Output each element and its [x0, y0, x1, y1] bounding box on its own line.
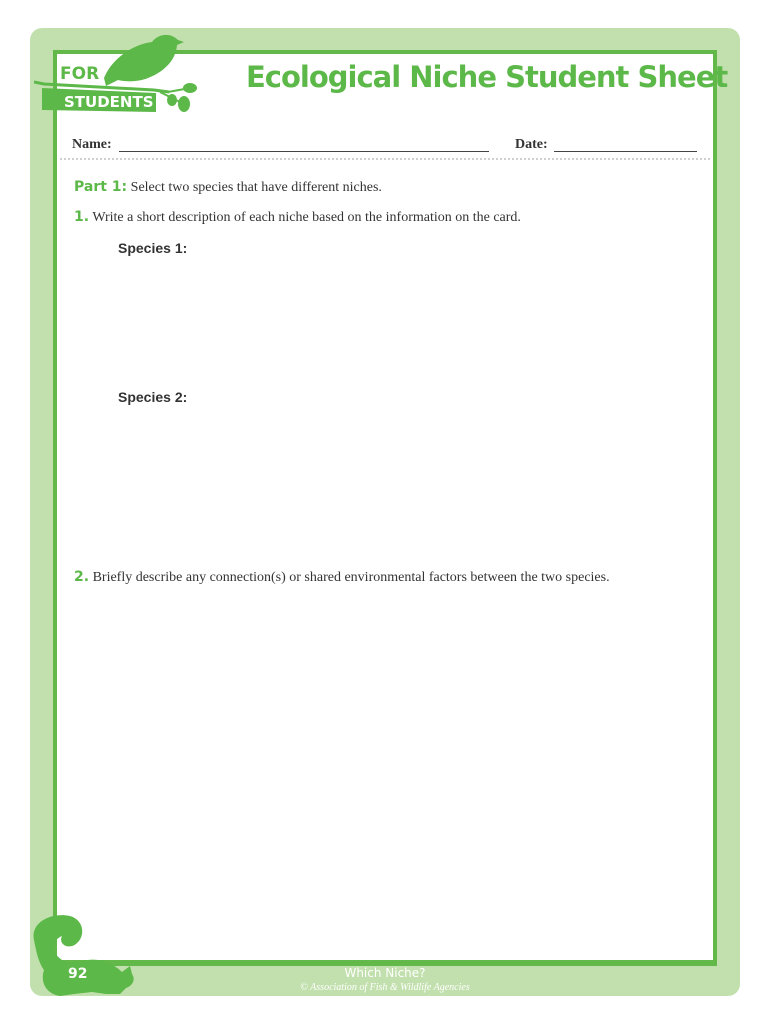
question-1-text: Write a short description of each niche based on the information on the card. [92, 210, 521, 225]
name-label: Name: [72, 137, 112, 152]
species-2-label: Species 2: [118, 389, 188, 405]
footer-title: Which Niche? [344, 966, 426, 980]
part1-instruction [74, 179, 382, 196]
footer-copyright: © Association of Fish & Wildlife Agencies [300, 982, 470, 993]
page-number: 92 [68, 966, 88, 982]
for-students-logo [34, 30, 206, 122]
page-title: Ecological Niche Student Sheet [246, 60, 728, 94]
dotted-divider [60, 158, 710, 160]
question-2-number: 2. [74, 569, 90, 585]
part1-text: Select two species that have different niches. [130, 180, 382, 195]
date-field[interactable] [554, 151, 697, 152]
question-1-number: 1. [74, 209, 90, 225]
question-2 [74, 569, 610, 586]
name-date-row [72, 137, 702, 157]
logo-text-students: STUDENTS [64, 93, 154, 111]
question-1 [74, 209, 521, 226]
species-1-label: Species 1: [118, 240, 188, 256]
part1-label: Part 1: [74, 179, 128, 195]
name-field[interactable] [119, 151, 489, 152]
bird-icon [104, 35, 184, 86]
date-label: Date: [515, 137, 548, 152]
question-2-text: Briefly describe any connection(s) or shared environmental factors between the two species. [92, 570, 610, 585]
logo-text-for: FOR [60, 64, 100, 84]
